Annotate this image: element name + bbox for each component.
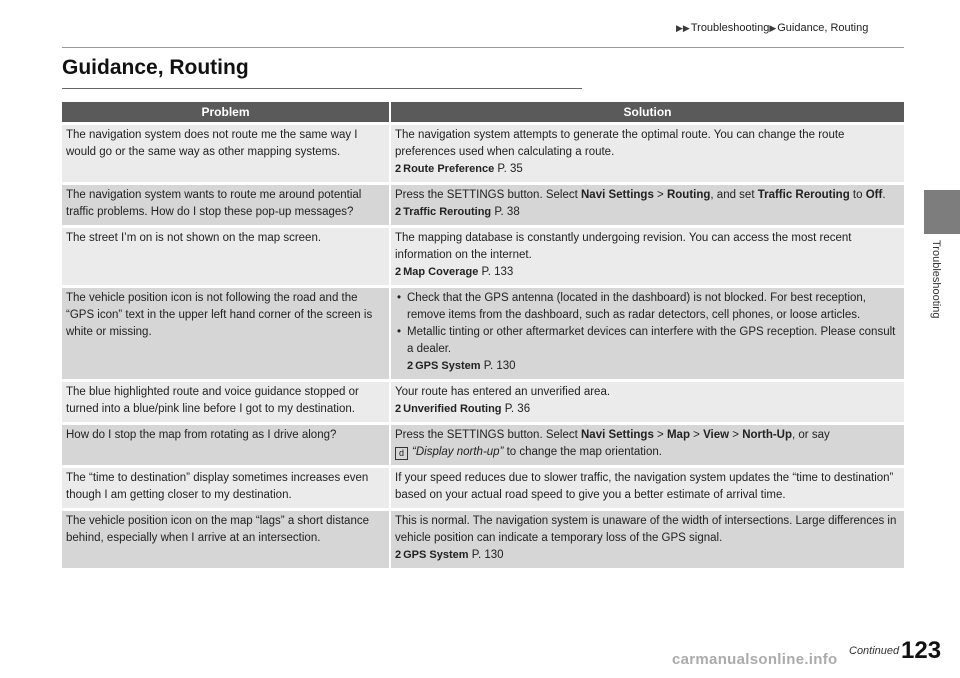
solution-bullet-list	[395, 290, 900, 375]
solution-cell	[389, 185, 904, 225]
table-row	[62, 511, 904, 568]
menu-value-north-up: North-Up	[742, 429, 793, 441]
reference-arrow-icon: 2	[395, 206, 402, 218]
table-row	[62, 228, 904, 285]
reference-arrow-icon: 2	[395, 549, 402, 561]
reference-page: P. 36	[504, 403, 531, 415]
breadcrumb-item-guidance-routing[interactable]: Guidance, Routing	[777, 22, 869, 34]
page-number: 123	[901, 637, 942, 664]
problem-cell: The vehicle position icon on the map “lags” a short distance behind, especially when I arrive at an intersection.	[62, 511, 389, 568]
problem-cell: The navigation system wants to route me around potential traffic problems. How do I stop these pop-up messages?	[62, 185, 389, 225]
table-row	[62, 125, 904, 182]
problem-cell: The street I’m on is not shown on the map screen.	[62, 228, 389, 285]
solution-text: The mapping database is constantly undergoing revision. You can access the most recent information on the internet.	[395, 232, 852, 261]
solution-text: Press the SETTINGS button. Select Navi Settings > Routing, and set Traffic Rerouting to Off.	[395, 189, 886, 201]
table-row	[62, 468, 904, 508]
menu-item-routing: Routing	[666, 189, 711, 201]
solution-text: This is normal. The navigation system is unaware of the width of intersections. Large differences in vehicle position can indicate a temporary loss of the GPS signal.	[395, 515, 897, 544]
solution-cell	[389, 125, 904, 182]
solution-text: Press the SETTINGS button. Select Navi Settings > Map > View > North-Up, or say d “Display north-up” to change the map orientation.	[395, 429, 830, 458]
reference-arrow-icon: 2	[407, 360, 414, 372]
reference-title: GPS System	[415, 360, 481, 372]
menu-item-traffic-rerouting: Traffic Rerouting	[757, 189, 850, 201]
table-row	[62, 185, 904, 225]
cross-reference-link[interactable]	[395, 161, 900, 178]
solution-text: Your route has entered an unverified area.	[395, 386, 611, 398]
problem-cell: The navigation system does not route me the same way I would go or the same way as other mapping systems.	[62, 125, 389, 182]
menu-item-view: View	[703, 429, 730, 441]
menu-item-navi-settings: Navi Settings	[581, 189, 654, 201]
breadcrumb-arrow-icon: ▶▶	[676, 23, 690, 33]
problem-cell: The “time to destination” display sometimes increases even though I am getting closer to my destination.	[62, 468, 389, 508]
solution-cell: If your speed reduces due to slower traffic, the navigation system updates the “time to destination” based on your actual road speed to give you a better estimate of arrival time.	[389, 468, 904, 508]
cross-reference-link[interactable]	[407, 358, 900, 375]
cross-reference-link[interactable]	[395, 401, 900, 418]
table-row	[62, 425, 904, 465]
reference-page: P. 35	[497, 163, 523, 175]
solution-cell	[389, 288, 904, 379]
continued-label: Continued	[849, 645, 900, 657]
table-row	[62, 288, 904, 379]
solution-text: The navigation system attempts to generate the optimal route. You can change the route preferences used when calculating a route.	[395, 129, 845, 158]
section-tab-marker	[924, 190, 960, 234]
cross-reference-link[interactable]	[395, 547, 900, 564]
title-underline	[62, 88, 582, 89]
menu-item-navi-settings: Navi Settings	[581, 429, 654, 441]
reference-title: Map Coverage	[403, 266, 479, 278]
table-row	[62, 382, 904, 422]
reference-arrow-icon: 2	[395, 266, 402, 278]
reference-page: P. 38	[494, 206, 520, 218]
reference-title: Unverified Routing	[403, 403, 502, 415]
problem-cell: The blue highlighted route and voice guidance stopped or turned into a blue/pink line before I got to my destination.	[62, 382, 389, 422]
breadcrumb	[676, 22, 868, 34]
breadcrumb-arrow-icon: ▶	[769, 23, 777, 33]
column-header-problem: Problem	[62, 102, 389, 122]
reference-arrow-icon: 2	[395, 163, 402, 175]
menu-item-map: Map	[666, 429, 690, 441]
header-divider	[62, 47, 904, 48]
reference-page: P. 130	[471, 549, 504, 561]
reference-title: Route Preference	[403, 163, 495, 175]
column-header-solution: Solution	[389, 102, 904, 122]
troubleshooting-table	[62, 99, 904, 571]
solution-cell	[389, 511, 904, 568]
table-header-row	[62, 102, 904, 122]
breadcrumb-item-troubleshooting[interactable]: Troubleshooting	[690, 22, 770, 34]
menu-value-off: Off	[865, 189, 883, 201]
watermark: carmanualsonline.info	[672, 651, 838, 668]
voice-command-text: “Display north-up”	[412, 446, 504, 458]
cross-reference-link[interactable]	[395, 204, 900, 221]
reference-page: P. 130	[483, 360, 516, 372]
list-item: • Metallic tinting or other aftermarket devices can interfere with the GPS reception. Please consult a dealer. 2 GPS System P. 130	[407, 324, 900, 375]
reference-page: P. 133	[481, 266, 514, 278]
cross-reference-link[interactable]	[395, 264, 900, 281]
solution-cell	[389, 228, 904, 285]
reference-arrow-icon: 2	[395, 403, 402, 415]
page-title: Guidance, Routing	[62, 56, 249, 79]
reference-title: Traffic Rerouting	[403, 206, 492, 218]
solution-cell	[389, 425, 904, 465]
section-side-label: Troubleshooting	[930, 240, 942, 319]
voice-command-icon: d	[395, 447, 408, 460]
list-item: • Check that the GPS antenna (located in the dashboard) is not blocked. For best reception, remove items from the dashboard, such as radar detectors, cell phones, or loose articles.	[407, 290, 900, 324]
solution-cell	[389, 382, 904, 422]
reference-title: GPS System	[403, 549, 469, 561]
problem-cell: How do I stop the map from rotating as I drive along?	[62, 425, 389, 465]
problem-cell: The vehicle position icon is not following the road and the “GPS icon” text in the upper left hand corner of the screen is white or missing.	[62, 288, 389, 379]
